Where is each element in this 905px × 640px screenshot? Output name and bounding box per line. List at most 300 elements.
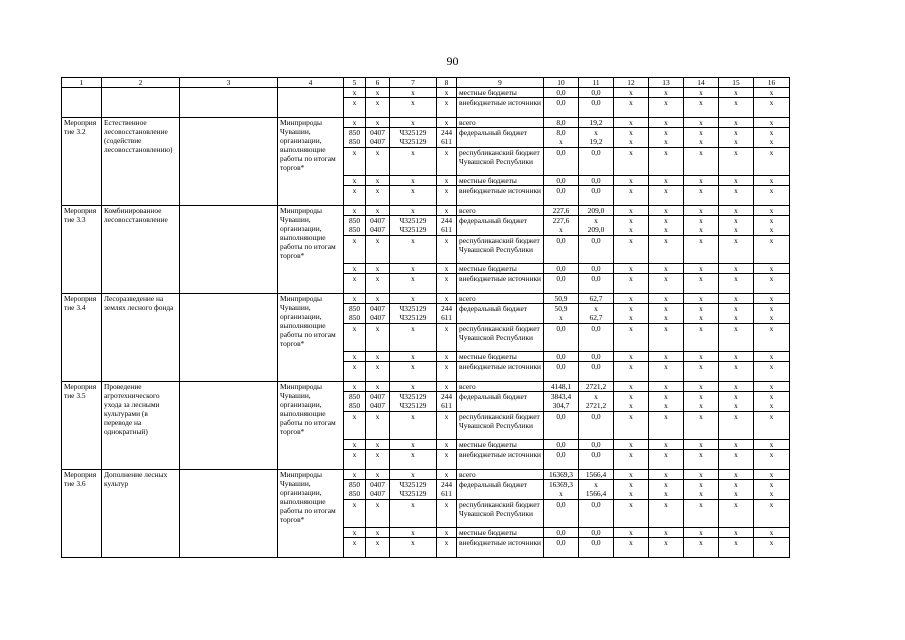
table-cell: x bbox=[437, 324, 457, 352]
table-cell: x bbox=[719, 148, 754, 176]
table-cell: x bbox=[344, 352, 366, 362]
table-cell: x bbox=[344, 118, 366, 128]
table-cell: x bbox=[649, 236, 684, 264]
executor-cell: Минприроды Чувашии, организации, выполняющие работы по итогам торгов* bbox=[278, 118, 344, 206]
amount-cell: 0,0 bbox=[544, 186, 579, 206]
funding-source-cell: федеральный бюджет bbox=[457, 480, 544, 500]
table-cell: x bbox=[437, 382, 457, 392]
amount-cell: 16369,3 bbox=[544, 470, 579, 480]
table-cell: x bbox=[366, 148, 390, 176]
table-cell: x bbox=[614, 362, 649, 382]
executor-cell: Минприроды Чувашии, организации, выполняющие работы по итогам торгов* bbox=[278, 382, 344, 470]
table-cell: 0,0 bbox=[579, 88, 614, 98]
table-cell: x x bbox=[754, 128, 790, 148]
amount-cell: 2721,2 bbox=[579, 382, 614, 392]
table-cell: x bbox=[684, 324, 719, 352]
table-cell: x bbox=[390, 98, 437, 118]
table-cell: 0407 0407 bbox=[366, 392, 390, 412]
amount-cell: 0,0 bbox=[579, 324, 614, 352]
table-cell: x bbox=[344, 500, 366, 528]
amount-cell: x 62,7 bbox=[579, 304, 614, 324]
table-cell: x bbox=[684, 382, 719, 392]
empty-cell bbox=[180, 382, 278, 470]
table-cell: x bbox=[366, 382, 390, 392]
table-cell: x bbox=[684, 500, 719, 528]
table-cell: x bbox=[437, 352, 457, 362]
funding-source-cell: внебюджетные источники bbox=[457, 538, 544, 558]
table-cell: x bbox=[390, 294, 437, 304]
table-cell: x bbox=[684, 98, 719, 118]
table-cell: 244 611 bbox=[437, 480, 457, 500]
table-cell: x bbox=[684, 88, 719, 98]
table-cell: x bbox=[390, 324, 437, 352]
table-cell: x bbox=[684, 450, 719, 470]
column-number-header: 12 bbox=[614, 78, 649, 88]
table-cell: x bbox=[719, 382, 754, 392]
table-cell: x bbox=[614, 500, 649, 528]
table-cell: x bbox=[344, 176, 366, 186]
table-cell: x bbox=[684, 440, 719, 450]
table-cell: x bbox=[344, 206, 366, 216]
funding-source-cell: местные бюджеты bbox=[457, 176, 544, 186]
table-cell: x x bbox=[649, 128, 684, 148]
table-cell: x bbox=[719, 450, 754, 470]
table-cell: x bbox=[344, 528, 366, 538]
table-cell: x x bbox=[719, 304, 754, 324]
amount-cell: 3843,4 304,7 bbox=[544, 392, 579, 412]
table-cell: x bbox=[366, 362, 390, 382]
table-cell: x bbox=[437, 470, 457, 480]
table-cell: x bbox=[437, 274, 457, 294]
table-header-row bbox=[62, 78, 790, 88]
table-cell: x bbox=[649, 88, 684, 98]
amount-cell: 4148,1 bbox=[544, 382, 579, 392]
table-cell: x bbox=[437, 98, 457, 118]
column-number-header: 1 bbox=[62, 78, 102, 88]
table-cell: x bbox=[344, 538, 366, 558]
funding-source-cell: республиканский бюджет Чувашской Республики bbox=[457, 500, 544, 528]
measure-name-cell: Естественное лесовосстановление (содействие лесовосстановлению) bbox=[102, 118, 180, 206]
table-cell: x x bbox=[649, 480, 684, 500]
table-cell: x bbox=[614, 294, 649, 304]
table-cell: 0,0 bbox=[544, 98, 579, 118]
funding-source-cell: республиканский бюджет Чувашской Республики bbox=[457, 412, 544, 440]
funding-source-cell: местные бюджеты bbox=[457, 528, 544, 538]
table-cell: x bbox=[366, 186, 390, 206]
table-cell: x bbox=[614, 382, 649, 392]
table-cell: x bbox=[754, 412, 790, 440]
funding-source-cell: федеральный бюджет bbox=[457, 304, 544, 324]
table-cell: x bbox=[437, 236, 457, 264]
table-cell: x x bbox=[649, 216, 684, 236]
column-number-header: 7 bbox=[390, 78, 437, 88]
table-cell: 0,0 bbox=[579, 98, 614, 118]
table-cell: x bbox=[390, 362, 437, 382]
table-cell: x bbox=[344, 470, 366, 480]
table-cell: x bbox=[684, 352, 719, 362]
table-cell: 0407 0407 bbox=[366, 216, 390, 236]
measure-code-cell: Мероприятие 3.6 bbox=[62, 470, 102, 558]
amount-cell: 0,0 bbox=[579, 450, 614, 470]
amount-cell: x 209,0 bbox=[579, 216, 614, 236]
table-cell: x bbox=[754, 148, 790, 176]
amount-cell: 0,0 bbox=[579, 236, 614, 264]
table-row bbox=[62, 88, 790, 98]
column-number-header: 14 bbox=[684, 78, 719, 88]
table-cell: x bbox=[614, 450, 649, 470]
table-cell: x x bbox=[754, 216, 790, 236]
table-cell: x bbox=[390, 88, 437, 98]
table-cell: x bbox=[649, 528, 684, 538]
table-cell: x bbox=[649, 538, 684, 558]
table-cell: x bbox=[437, 264, 457, 274]
table-cell: x bbox=[390, 236, 437, 264]
table-cell: x bbox=[366, 412, 390, 440]
table-cell: x x bbox=[614, 480, 649, 500]
table-cell: x bbox=[754, 440, 790, 450]
funding-source-cell: всего bbox=[457, 294, 544, 304]
funding-source-cell: внебюджетные источники bbox=[457, 362, 544, 382]
table-cell: x bbox=[614, 264, 649, 274]
table-cell: x bbox=[684, 236, 719, 264]
table-row bbox=[62, 294, 790, 304]
table-cell: x bbox=[754, 362, 790, 382]
table-cell: x x bbox=[684, 392, 719, 412]
table-cell: x bbox=[614, 88, 649, 98]
table-cell: x bbox=[390, 206, 437, 216]
table-cell: x bbox=[719, 274, 754, 294]
table-cell: x bbox=[649, 382, 684, 392]
table-cell: x x bbox=[614, 392, 649, 412]
table-cell: x bbox=[344, 186, 366, 206]
table-cell: x x bbox=[649, 392, 684, 412]
table-cell: x bbox=[390, 440, 437, 450]
table-cell: x bbox=[390, 118, 437, 128]
table-cell: x bbox=[366, 440, 390, 450]
table-cell: x bbox=[649, 98, 684, 118]
table-cell: x bbox=[390, 274, 437, 294]
funding-source-cell: республиканский бюджет Чувашской Республики bbox=[457, 324, 544, 352]
table-cell: 850 850 bbox=[344, 128, 366, 148]
table-cell: x bbox=[614, 148, 649, 176]
column-number-header: 15 bbox=[719, 78, 754, 88]
empty-cell bbox=[180, 294, 278, 382]
table-cell: x bbox=[754, 450, 790, 470]
amount-cell: 0,0 bbox=[544, 352, 579, 362]
table-cell: x bbox=[437, 176, 457, 186]
table-cell: x bbox=[719, 98, 754, 118]
funding-source-cell: федеральный бюджет bbox=[457, 392, 544, 412]
table-row bbox=[62, 206, 790, 216]
funding-source-cell: внебюджетные источники bbox=[457, 186, 544, 206]
table-cell: x bbox=[390, 148, 437, 176]
table-cell: x bbox=[614, 528, 649, 538]
amount-cell: 0,0 bbox=[544, 450, 579, 470]
table-cell: 850 850 bbox=[344, 392, 366, 412]
table-cell: 244 611 bbox=[437, 392, 457, 412]
amount-cell: 0,0 bbox=[544, 148, 579, 176]
table-cell: x x bbox=[719, 216, 754, 236]
amount-cell: 50,9 bbox=[544, 294, 579, 304]
table-cell: x bbox=[754, 186, 790, 206]
amount-cell: 0,0 bbox=[579, 500, 614, 528]
table-cell: x bbox=[719, 412, 754, 440]
executor-cell: Минприроды Чувашии, организации, выполняющие работы по итогам торгов* bbox=[278, 294, 344, 382]
executor-cell: Минприроды Чувашии, организации, выполняющие работы по итогам торгов* bbox=[278, 470, 344, 558]
table-cell: x bbox=[437, 440, 457, 450]
amount-cell: 227,6 bbox=[544, 206, 579, 216]
table-cell: x bbox=[614, 236, 649, 264]
table-cell: x bbox=[344, 440, 366, 450]
measure-name-cell bbox=[102, 88, 180, 118]
table-cell: x bbox=[684, 118, 719, 128]
table-cell: Ч325129 Ч325129 bbox=[390, 304, 437, 324]
table-cell: x bbox=[754, 382, 790, 392]
table-cell: x bbox=[614, 324, 649, 352]
table-cell: x bbox=[437, 500, 457, 528]
table-cell: x bbox=[649, 118, 684, 128]
table-cell: x bbox=[614, 352, 649, 362]
table-cell: x bbox=[366, 450, 390, 470]
table-cell: x bbox=[719, 470, 754, 480]
funding-source-cell: местные бюджеты bbox=[457, 352, 544, 362]
table-cell: x x bbox=[614, 216, 649, 236]
table-cell: x bbox=[614, 186, 649, 206]
table-cell: x bbox=[366, 470, 390, 480]
table-cell: x bbox=[684, 148, 719, 176]
table-cell: x bbox=[754, 118, 790, 128]
table-cell: x bbox=[719, 176, 754, 186]
table-cell: x x bbox=[684, 480, 719, 500]
table-cell: x bbox=[390, 412, 437, 440]
table-cell: x bbox=[754, 528, 790, 538]
table-cell: x bbox=[684, 528, 719, 538]
funding-source-cell: республиканский бюджет Чувашской Республики bbox=[457, 148, 544, 176]
table-cell: x bbox=[437, 450, 457, 470]
table-cell: x bbox=[437, 362, 457, 382]
table-cell: x bbox=[344, 148, 366, 176]
empty-cell bbox=[180, 118, 278, 206]
table-cell: x bbox=[754, 294, 790, 304]
table-cell: x x bbox=[614, 128, 649, 148]
table-cell: 0,0 bbox=[544, 88, 579, 98]
table-row bbox=[62, 382, 790, 392]
table-cell: x bbox=[437, 148, 457, 176]
amount-cell: 0,0 bbox=[544, 412, 579, 440]
amount-cell: 0,0 bbox=[579, 264, 614, 274]
measure-name-cell: Комбинированное лесовосстановление bbox=[102, 206, 180, 294]
table-cell: Ч325129 Ч325129 bbox=[390, 128, 437, 148]
table-cell: x bbox=[344, 264, 366, 274]
table-cell: x bbox=[649, 500, 684, 528]
column-number-header: 5 bbox=[344, 78, 366, 88]
table-cell: x bbox=[754, 206, 790, 216]
column-number-header: 6 bbox=[366, 78, 390, 88]
table-cell: x bbox=[649, 176, 684, 186]
table-cell: x bbox=[754, 500, 790, 528]
table-cell: x bbox=[390, 538, 437, 558]
amount-cell: 0,0 bbox=[579, 148, 614, 176]
table-cell: x bbox=[719, 440, 754, 450]
table-cell: x bbox=[684, 362, 719, 382]
table-cell: Ч325129 Ч325129 bbox=[390, 216, 437, 236]
table-cell: x bbox=[719, 264, 754, 274]
table-row bbox=[62, 118, 790, 128]
column-number-header: 4 bbox=[278, 78, 344, 88]
table-cell: x bbox=[649, 450, 684, 470]
table-cell: Ч325129 Ч325129 bbox=[390, 480, 437, 500]
table-cell: x bbox=[344, 274, 366, 294]
budget-table bbox=[61, 77, 790, 558]
table-cell: x bbox=[390, 176, 437, 186]
table-cell: x bbox=[719, 538, 754, 558]
funding-source-cell: местные бюджеты bbox=[457, 88, 544, 98]
table-cell: x bbox=[366, 88, 390, 98]
table-cell: x bbox=[614, 538, 649, 558]
table-cell: 0407 0407 bbox=[366, 304, 390, 324]
table-cell: x bbox=[366, 500, 390, 528]
table-cell: x bbox=[366, 206, 390, 216]
table-cell: x bbox=[684, 176, 719, 186]
measure-code-cell: Мероприятие 3.3 bbox=[62, 206, 102, 294]
table-cell: x bbox=[344, 362, 366, 382]
table-cell: x x bbox=[719, 128, 754, 148]
table-cell: x bbox=[366, 274, 390, 294]
table-cell: x bbox=[649, 412, 684, 440]
column-number-header: 2 bbox=[102, 78, 180, 88]
table-cell: x bbox=[719, 324, 754, 352]
table-cell: x x bbox=[649, 304, 684, 324]
column-number-header: 11 bbox=[579, 78, 614, 88]
table-cell: x bbox=[649, 324, 684, 352]
table-cell: x bbox=[719, 118, 754, 128]
funding-source-cell: всего bbox=[457, 206, 544, 216]
table-cell: x bbox=[344, 294, 366, 304]
funding-source-cell: всего bbox=[457, 382, 544, 392]
table-cell: x bbox=[684, 412, 719, 440]
table-cell: x bbox=[437, 186, 457, 206]
funding-source-cell: федеральный бюджет bbox=[457, 216, 544, 236]
table-cell: x bbox=[390, 186, 437, 206]
amount-cell: 0,0 bbox=[579, 538, 614, 558]
amount-cell: 0,0 bbox=[544, 440, 579, 450]
table-cell: x bbox=[719, 206, 754, 216]
table-cell: x bbox=[684, 470, 719, 480]
table-cell: x bbox=[614, 412, 649, 440]
table-cell: x bbox=[684, 294, 719, 304]
table-cell: x bbox=[437, 538, 457, 558]
table-cell: x bbox=[614, 98, 649, 118]
table-cell: x bbox=[614, 274, 649, 294]
table-cell: x x bbox=[684, 128, 719, 148]
amount-cell: 8,0 x bbox=[544, 128, 579, 148]
amount-cell: 0,0 bbox=[544, 236, 579, 264]
executor-cell bbox=[278, 88, 344, 118]
funding-source-cell: внебюджетные источники bbox=[457, 98, 544, 118]
funding-source-cell: федеральный бюджет bbox=[457, 128, 544, 148]
table-cell: x x bbox=[754, 480, 790, 500]
table-cell: x bbox=[719, 500, 754, 528]
table-cell: 244 611 bbox=[437, 128, 457, 148]
table-cell: x bbox=[437, 118, 457, 128]
amount-cell: 209,0 bbox=[579, 206, 614, 216]
table-cell: x bbox=[344, 98, 366, 118]
table-cell: x bbox=[719, 362, 754, 382]
amount-cell: 0,0 bbox=[544, 274, 579, 294]
table-cell: x bbox=[437, 88, 457, 98]
amount-cell: 1566,4 bbox=[579, 470, 614, 480]
table-cell: x bbox=[754, 176, 790, 186]
funding-source-cell: республиканский бюджет Чувашской Республики bbox=[457, 236, 544, 264]
column-number-header: 8 bbox=[437, 78, 457, 88]
table-cell: 0407 0407 bbox=[366, 480, 390, 500]
page-number: 90 bbox=[446, 54, 459, 68]
measure-code-cell: Мероприятие 3.5 bbox=[62, 382, 102, 470]
table-cell: x bbox=[390, 382, 437, 392]
table-cell: x bbox=[344, 324, 366, 352]
table-cell: 850 850 bbox=[344, 304, 366, 324]
table-cell: x bbox=[719, 186, 754, 206]
table-cell: x bbox=[614, 118, 649, 128]
table-cell: x x bbox=[719, 480, 754, 500]
table-cell: Ч325129 Ч325129 bbox=[390, 392, 437, 412]
amount-cell: 0,0 bbox=[579, 352, 614, 362]
funding-source-cell: местные бюджеты bbox=[457, 440, 544, 450]
amount-cell: 19,2 bbox=[579, 118, 614, 128]
table-cell: x bbox=[366, 294, 390, 304]
amount-cell: 0,0 bbox=[544, 264, 579, 274]
table-cell: x bbox=[649, 470, 684, 480]
table-cell: x bbox=[649, 186, 684, 206]
empty-cell bbox=[180, 88, 278, 118]
amount-cell: 0,0 bbox=[579, 274, 614, 294]
table-cell: x bbox=[754, 352, 790, 362]
table-cell: x bbox=[754, 264, 790, 274]
measure-code-cell: Мероприятие 3.2 bbox=[62, 118, 102, 206]
table-cell: x bbox=[366, 538, 390, 558]
amount-cell: 0,0 bbox=[579, 440, 614, 450]
table-cell: x bbox=[684, 274, 719, 294]
table-cell: 850 850 bbox=[344, 216, 366, 236]
amount-cell: x 19,2 bbox=[579, 128, 614, 148]
table-cell: x bbox=[614, 470, 649, 480]
column-number-header: 10 bbox=[544, 78, 579, 88]
table-cell: x bbox=[390, 264, 437, 274]
column-number-header: 13 bbox=[649, 78, 684, 88]
amount-cell: 0,0 bbox=[544, 538, 579, 558]
table-cell: x bbox=[754, 236, 790, 264]
amount-cell: 0,0 bbox=[544, 528, 579, 538]
amount-cell: 227,6 x bbox=[544, 216, 579, 236]
table-cell: x x bbox=[754, 304, 790, 324]
table-cell: x bbox=[366, 528, 390, 538]
table-row bbox=[62, 470, 790, 480]
column-number-header: 3 bbox=[180, 78, 278, 88]
table-cell: x bbox=[649, 352, 684, 362]
amount-cell: 0,0 bbox=[579, 528, 614, 538]
table-cell: 244 611 bbox=[437, 216, 457, 236]
measure-name-cell: Лесоразведение на землях лесного фонда bbox=[102, 294, 180, 382]
table-cell: x bbox=[437, 528, 457, 538]
table-cell: x bbox=[437, 412, 457, 440]
amount-cell: 0,0 bbox=[579, 362, 614, 382]
table-cell: x bbox=[649, 362, 684, 382]
table-cell: x bbox=[649, 264, 684, 274]
table-cell: x bbox=[614, 176, 649, 186]
table-cell: x bbox=[366, 324, 390, 352]
executor-cell: Минприроды Чувашии, организации, выполняющие работы по итогам торгов* bbox=[278, 206, 344, 294]
table-cell: x bbox=[366, 264, 390, 274]
